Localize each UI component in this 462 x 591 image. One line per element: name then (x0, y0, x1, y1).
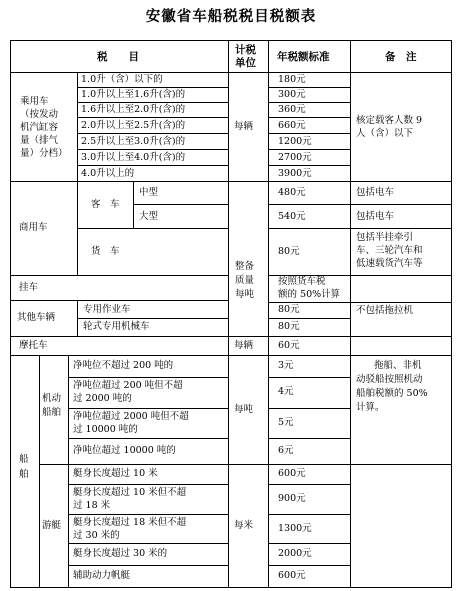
passenger-row-desc: 2.5升以上至3.0升(含)的 (81, 136, 186, 147)
rule (133, 204, 228, 205)
rule (268, 514, 350, 515)
yacht-unit: 每米 (234, 520, 254, 531)
commercial-category: 商用车 (19, 222, 48, 233)
motor-row-rate: 6元 (278, 445, 294, 456)
trailer-label: 挂车 (19, 282, 39, 293)
vessel-label-line: 舶 (19, 469, 29, 480)
motor-unit: 每吨 (234, 404, 254, 415)
bus-size: 中型 (139, 187, 159, 198)
rule (68, 355, 69, 587)
rule (268, 149, 350, 150)
rule (39, 355, 40, 587)
other-row-rate: 80元 (278, 321, 300, 332)
passenger-row-desc: 4.0升以上的 (81, 168, 135, 179)
trailer-rate-line: 按照货车税 (278, 276, 326, 287)
passenger-row-rate: 1200元 (278, 136, 312, 147)
rule (268, 438, 350, 439)
passenger-row-rate: 3900元 (278, 168, 312, 179)
rule (68, 514, 228, 515)
rule (268, 543, 350, 544)
passenger-row-desc: 3.0升以上至4.0升(含)的 (81, 152, 186, 163)
passenger-category-line: 量）分档） (20, 148, 68, 159)
rule (68, 408, 228, 409)
motor-row-desc: 净吨位超过 10000 吨的 (73, 445, 176, 456)
rule (77, 181, 78, 275)
yacht-row-desc: 艇身长度超过 30 米的 (73, 548, 168, 559)
yacht-row-rate: 600元 (278, 468, 306, 479)
shared-unit-line: 每吨 (235, 289, 255, 300)
rule (268, 484, 350, 485)
rule (350, 41, 351, 587)
yacht-row-desc: 过 30 米的 (73, 530, 120, 541)
yacht-row-desc: 艇身长度超过 10 米 (73, 468, 158, 479)
rule (268, 102, 350, 103)
truck-note-line: 包括半挂牵引 (356, 232, 414, 243)
truck-label: 货 车 (91, 246, 120, 257)
yacht-row-desc: 过 18 米 (73, 500, 111, 511)
rule (77, 318, 228, 319)
bus-note: 包括电车 (356, 211, 395, 222)
rule (11, 300, 228, 301)
page-title: 安徽省车船税税目税额表 (145, 8, 317, 25)
passenger-row-desc: 1.0升以上至1.6升(含)的 (81, 89, 186, 100)
rule (77, 72, 78, 181)
passenger-row-desc: 2.0升以上至2.5升(含)的 (81, 120, 186, 131)
header-note: 备 注 (385, 51, 417, 63)
passenger-category-line: 乘用车 (20, 96, 49, 107)
motor-row-rate: 5元 (278, 417, 294, 428)
rule (68, 438, 228, 439)
passenger-category-line: 量（排气 (20, 135, 59, 146)
tax-table (10, 40, 452, 588)
yacht-row-rate: 2000元 (278, 548, 312, 559)
bus-rate: 480元 (278, 187, 306, 198)
motor-row-desc: 净吨位不超过 200 吨的 (73, 360, 174, 371)
rule (68, 565, 228, 566)
rule (268, 228, 451, 229)
motorcycle-rate: 60元 (278, 340, 300, 351)
rule (268, 41, 269, 587)
rule (77, 228, 228, 229)
yacht-row-desc: 艇身长度超过 18 米但不超 (73, 517, 187, 528)
rule (77, 102, 228, 103)
other-note: 不包括拖拉机 (356, 305, 414, 316)
passenger-note-line: 人（含）以下 (356, 128, 414, 139)
motor-row-rate: 3元 (278, 360, 294, 371)
truck-note-line: 车、三轮汽车和 (356, 245, 423, 256)
motorcycle-unit: 每辆 (234, 340, 254, 351)
bus-size: 大型 (139, 211, 159, 222)
yacht-row-rate: 1300元 (278, 523, 312, 534)
motor-row-desc: 净吨位超过 2000 吨但不超 (73, 411, 189, 422)
rule (77, 117, 228, 118)
other-row-desc: 轮式专用机械车 (83, 321, 150, 332)
motor-note-line: 动驳船按照机动 (356, 374, 423, 385)
passenger-row-rate: 660元 (278, 120, 306, 131)
motorcycle-label: 摩托车 (19, 340, 48, 351)
passenger-category-line: 机汽缸容 (20, 122, 59, 133)
motor-note-line: 船舶税额的 50% (356, 388, 428, 399)
yacht-row-desc: 艇身长度超过 10 米但不超 (73, 487, 187, 498)
rule (268, 204, 451, 205)
passenger-note-line: 核定载客人数 9 (356, 115, 423, 126)
other-row-desc: 专用作业车 (83, 304, 131, 315)
trailer-rate-line: 额的 50%计算 (278, 289, 341, 300)
yacht-row-rate: 600元 (278, 570, 306, 581)
header-item: 税 目 (97, 51, 139, 63)
shared-unit-line: 整备 (235, 261, 255, 272)
yacht-row-desc: 辅助动力帆艇 (73, 570, 131, 581)
rule (68, 377, 228, 378)
truck-rate: 80元 (278, 246, 300, 257)
rule (11, 355, 451, 356)
passenger-row-desc: 1.6升以上至2.0升(含)的 (81, 104, 186, 115)
rule (77, 165, 228, 166)
bus-note: 包括电车 (356, 187, 395, 198)
motor-row-rate: 4元 (278, 386, 294, 397)
motor-note-line: 计算。 (356, 402, 385, 413)
header-unit-line2: 单位 (235, 57, 256, 69)
motor-note-line: 拖船、非机 (374, 360, 422, 371)
rule (77, 300, 78, 336)
header-rate: 年税额标准 (277, 51, 330, 63)
vessel-label-line: 船 (19, 454, 29, 465)
header-unit-line1: 计税 (235, 44, 256, 56)
rule (68, 484, 228, 485)
rule (268, 377, 350, 378)
rule (268, 133, 350, 134)
motor-row-desc: 过 2000 吨的 (73, 393, 132, 404)
rule (77, 133, 228, 134)
passenger-row-desc: 1.0升（含）以下的 (81, 74, 163, 85)
rule (11, 275, 228, 276)
rule (133, 181, 134, 228)
motor-label-line: 机动 (42, 393, 62, 404)
motor-row-desc: 净吨位超过 200 吨但不超 (73, 380, 183, 391)
passenger-row-rate: 2700元 (278, 152, 312, 163)
rule (268, 408, 350, 409)
truck-note-line: 低速载货汽车等 (356, 258, 423, 269)
rule (228, 41, 229, 587)
passenger-row-rate: 300元 (278, 89, 306, 100)
rule (11, 336, 451, 337)
rule (268, 117, 350, 118)
bus-label: 客 车 (91, 199, 120, 210)
rule (268, 565, 350, 566)
passenger-row-rate: 360元 (278, 104, 306, 115)
passenger-category-line: （按发动 (20, 109, 59, 120)
rule (268, 87, 350, 88)
rule (77, 87, 228, 88)
rule (77, 149, 228, 150)
other-row-rate: 80元 (278, 304, 300, 315)
other-label: 其他车辆 (17, 312, 56, 323)
shared-unit-line: 质量 (235, 275, 255, 286)
bus-rate: 540元 (278, 211, 306, 222)
motor-label-line: 船舶 (42, 407, 62, 418)
rule (268, 302, 451, 303)
yacht-label: 游艇 (42, 520, 62, 531)
passenger-unit: 每辆 (234, 121, 254, 132)
yacht-row-rate: 900元 (278, 493, 306, 504)
rule (68, 543, 228, 544)
rule (39, 464, 451, 465)
motor-row-desc: 过 10000 吨的 (73, 424, 138, 435)
rule (268, 318, 350, 319)
passenger-row-rate: 180元 (278, 74, 306, 85)
rule (268, 165, 350, 166)
